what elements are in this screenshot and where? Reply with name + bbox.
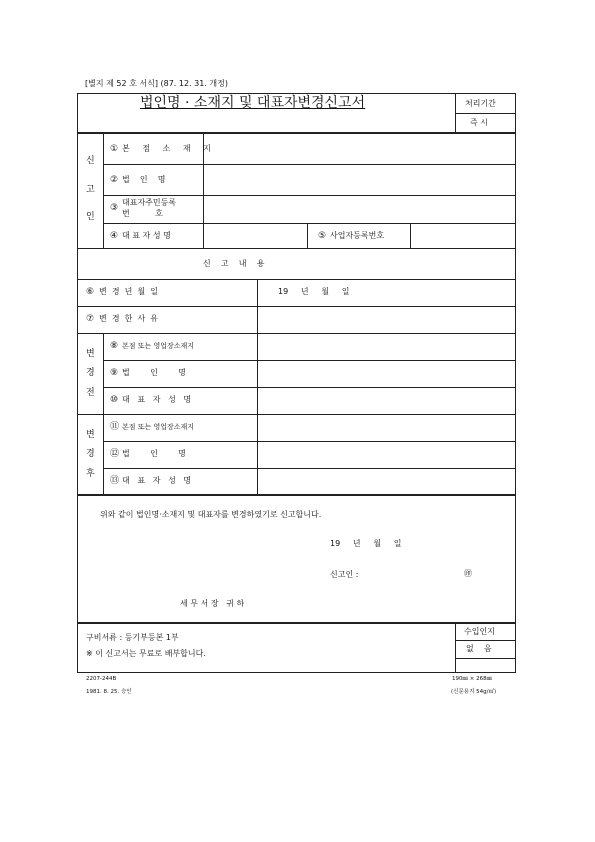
circled-number: ⑩ <box>110 395 119 405</box>
processing-period-label: 처리기간 <box>465 99 496 108</box>
field-label: 본 점 소 재 지 <box>122 144 216 153</box>
field-label: 본점 또는 영업장소재지 <box>122 342 195 350</box>
divider <box>77 333 516 334</box>
divider <box>257 333 258 414</box>
field-label: 사업자등록번호 <box>330 231 385 240</box>
approval-date: 1981. 8. 25. 승인 <box>86 689 132 695</box>
section-label-char: 인 <box>86 212 95 222</box>
field-value[interactable]: 19 년 월 일 <box>278 287 350 296</box>
seal-mark: ㊞ <box>464 569 472 578</box>
divider <box>455 623 456 673</box>
section-label-char: 후 <box>86 469 95 479</box>
required-docs: 구비서류 : 등기부등본 1부 <box>86 633 179 642</box>
section-label-char: 전 <box>86 388 95 398</box>
divider <box>77 248 516 249</box>
circled-number: ⑨ <box>110 368 119 378</box>
paper-type: (신문용지 54g/㎡) <box>451 689 497 695</box>
field-label: 대 표 자 성 명 <box>122 395 192 404</box>
declaration-date[interactable]: 19 년 월 일 <box>330 539 402 548</box>
field-label: 번 호 <box>122 209 163 218</box>
divider <box>77 414 516 415</box>
divider <box>103 223 516 224</box>
circled-number: ⑪ <box>110 422 120 432</box>
divider <box>103 164 516 165</box>
footer-box <box>77 623 516 673</box>
circled-number: ⑥ <box>86 287 95 297</box>
divider <box>103 360 516 361</box>
form-code: 2207-244B <box>86 676 117 682</box>
circled-number: ① <box>110 144 119 154</box>
divider <box>103 387 516 388</box>
field-label: 법 인 명 <box>122 175 166 184</box>
field-label: 법 인 명 <box>122 449 186 458</box>
field-label: 변 경 한 사 유 <box>99 314 158 323</box>
addressee: 세 무 서 장 귀 하 <box>180 599 245 608</box>
section-label-char: 경 <box>86 368 95 378</box>
divider <box>455 113 516 114</box>
paper-size: 190㎜ × 268㎜ <box>452 676 493 682</box>
field-label: 대표자주민등록 <box>122 198 177 207</box>
circled-number: ⑧ <box>110 341 119 351</box>
circled-number: ⑬ <box>110 476 120 486</box>
divider <box>103 333 104 414</box>
divider <box>77 306 516 307</box>
stamp-value: 없 음 <box>466 644 492 653</box>
processing-period-value: 즉 시 <box>470 118 488 127</box>
divider <box>103 414 104 495</box>
report-content-header: 신 고 내 용 <box>203 259 265 268</box>
divider <box>455 640 516 641</box>
divider <box>307 223 308 248</box>
free-notice: ※ 이 신고서는 무료로 배부합니다. <box>86 649 206 658</box>
circled-number: ② <box>110 175 119 185</box>
field-label: 대 표 자 성 명 <box>122 231 171 240</box>
section-label-char: 고 <box>86 185 95 195</box>
divider <box>77 279 516 280</box>
declaration-statement: 위와 같이 법인명·소재지 및 대표자를 변경하였기로 신고합니다. <box>100 510 322 519</box>
circled-number: ④ <box>110 231 119 241</box>
section-label-char: 변 <box>86 349 95 359</box>
field-label: 법 인 명 <box>122 368 186 377</box>
divider <box>257 414 258 495</box>
divider <box>103 195 516 196</box>
circled-number: ⑦ <box>86 314 95 324</box>
page-title: 법인명 · 소재지 및 대표자변경신고서 <box>140 95 366 111</box>
section-label-char: 신 <box>86 156 95 166</box>
field-label: 본점 또는 영업장소재지 <box>122 423 195 431</box>
section-label-char: 경 <box>86 449 95 459</box>
divider <box>455 658 516 659</box>
stamp-label: 수입인지 <box>464 627 495 636</box>
divider <box>410 223 411 248</box>
divider <box>103 468 516 469</box>
divider <box>103 133 104 248</box>
circled-number: ⑫ <box>110 449 120 459</box>
divider <box>103 441 516 442</box>
field-label: 대 표 자 성 명 <box>122 476 192 485</box>
circled-number: ⑤ <box>318 231 327 241</box>
form-number: [별지 제 52 호 서식] (87. 12. 31. 개정) <box>85 79 228 88</box>
field-label: 변 경 년 월 일 <box>99 287 158 296</box>
section-label-char: 변 <box>86 430 95 440</box>
circled-number: ③ <box>110 203 119 213</box>
reporter-label: 신고인 : <box>330 570 359 579</box>
